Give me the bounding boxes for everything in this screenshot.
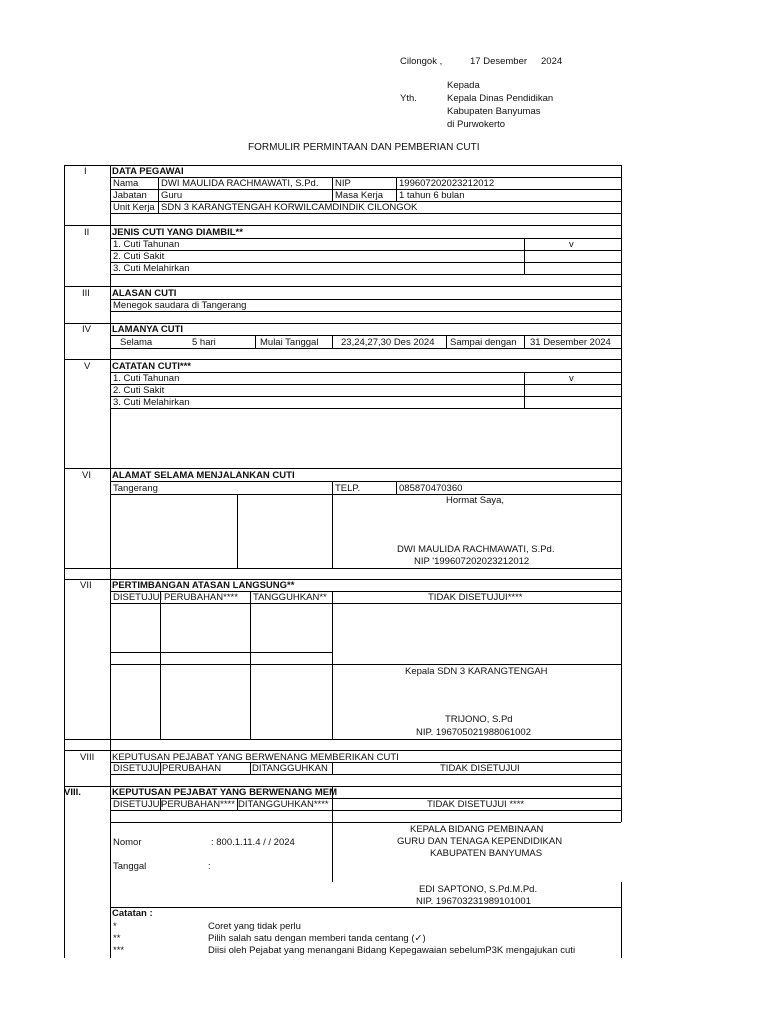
- section-number: I: [84, 166, 87, 177]
- sampai-value: 31 Desember 2024: [530, 337, 611, 348]
- section-title: LAMANYA CUTI: [112, 324, 184, 335]
- table-grid-line: [396, 481, 397, 494]
- table-grid-line: [110, 481, 621, 482]
- table-grid-line: [255, 335, 256, 348]
- form-title: FORMULIR PERMINTAAN DAN PEMBERIAN CUTI: [248, 142, 480, 153]
- column-header: PERUBAHAN****: [161, 799, 235, 810]
- column-header: TIDAK DISETUJUI: [440, 763, 520, 774]
- addressee-line: Kabupaten Banyumas: [447, 106, 541, 117]
- jabatan-value: Guru: [161, 190, 183, 201]
- column-header: PERUBAHAN: [162, 763, 222, 774]
- section-title: ALAMAT SELAMA MENJALANKAN CUTI: [112, 470, 295, 481]
- tanggal-label: Tanggal: [113, 861, 147, 872]
- table-grid-line: [110, 250, 621, 251]
- table-grid-line: [64, 286, 621, 287]
- note-mark: *: [113, 921, 117, 932]
- table-grid-line: [332, 762, 333, 774]
- nip-value: 199607202023212012: [399, 178, 495, 189]
- section-number: IV: [82, 324, 91, 335]
- official-title-line: GURU DAN TENAGA KEPENDIDIKAN: [397, 836, 563, 847]
- leave-note-type: 2. Cuti Sakit: [113, 385, 165, 396]
- table-grid-line: [446, 335, 447, 348]
- supervisor-name: TRIJONO, S.Pd: [445, 714, 513, 725]
- table-grid-line: [64, 568, 621, 569]
- table-grid-line: [332, 591, 333, 739]
- supervisor-title: Kepala SDN 3 KARANGTENGAH: [405, 666, 548, 677]
- tanggal-value: :: [208, 861, 211, 872]
- leave-note-type: 1. Cuti Tahunan: [113, 373, 180, 384]
- table-grid-line: [110, 664, 332, 665]
- check-mark: v: [569, 373, 574, 384]
- column-header: TIDAK DISETUJUI****: [428, 592, 523, 603]
- nip-label: NIP: [335, 178, 351, 189]
- unit-kerja-label: Unit Kerja: [113, 202, 155, 213]
- table-grid-line: [110, 335, 621, 336]
- place: Cilongok ,: [400, 56, 443, 67]
- table-grid-line: [64, 468, 621, 469]
- table-grid-line: [332, 787, 333, 882]
- section-title: PERTIMBANGAN ATASAN LANGSUNG**: [112, 580, 295, 591]
- selama-label: Selama: [120, 337, 153, 348]
- section-number: VII: [80, 580, 92, 591]
- table-grid-line: [524, 335, 525, 348]
- table-grid-line: [110, 213, 621, 214]
- section-title: KEPUTUSAN PEJABAT YANG BERWENANG MEM: [112, 787, 338, 798]
- official-title-line: KABUPATEN BANYUMAS: [430, 848, 543, 859]
- column-header: TANGGUHKAN**: [253, 592, 327, 603]
- section-number: III: [82, 288, 90, 299]
- table-grid-line: [524, 372, 525, 408]
- column-header: DISETUJUI: [113, 799, 163, 810]
- table-grid-line: [110, 907, 621, 908]
- section-number: V: [84, 361, 91, 372]
- section-title: CATATAN CUTI***: [112, 361, 191, 372]
- unit-kerja-value: SDN 3 KARANGTENGAH KORWILCAMDINDIK CILONGOK: [161, 202, 418, 213]
- column-header: DITANGGUHKAN****: [238, 799, 329, 810]
- table-grid-line: [396, 177, 397, 201]
- table-grid-line: [332, 335, 333, 348]
- table-grid-line: [110, 494, 621, 495]
- table-grid-line: [110, 274, 621, 275]
- note-mark: ***: [113, 945, 125, 956]
- column-header: DITANGGUHKAN: [252, 763, 328, 774]
- table-grid-line: [332, 177, 333, 201]
- official-nip: NIP. 196703231989101001: [416, 896, 531, 907]
- table-grid-line: [110, 822, 621, 823]
- reason: Menegok saudara di Tangerang: [113, 300, 247, 311]
- table-grid-line: [110, 372, 621, 373]
- note-text: Diisi oleh Pejabat yang menangani Bidang Kepegawaian sebelumP3K mengajukan cuti: [208, 945, 576, 956]
- table-border: [621, 165, 622, 822]
- leave-type: 1. Cuti Tahunan: [113, 239, 180, 250]
- column-header: DISETUJUI: [113, 592, 163, 603]
- leave-type: 3. Cuti Melahirkan: [113, 263, 190, 274]
- section-title: ALASAN CUTI: [112, 288, 177, 299]
- column-header: TIDAK DISETUJUI ****: [427, 799, 525, 810]
- notes-title: Catatan :: [112, 908, 153, 919]
- addressee-line: di Purwokerto: [447, 119, 506, 130]
- section-number: VI: [82, 470, 91, 481]
- jabatan-label: Jabatan: [113, 190, 147, 201]
- section-number: VIII: [80, 752, 95, 763]
- section-title: DATA PEGAWAI: [112, 166, 184, 177]
- supervisor-nip: NIP. 196705021988061002: [416, 727, 531, 738]
- table-grid-line: [250, 762, 251, 774]
- table-grid-line: [110, 774, 621, 775]
- note-text: Pilih salah satu dengan memberi tanda centang (✓): [208, 933, 426, 944]
- table-grid-line: [110, 408, 621, 409]
- column-header: PERUBAHAN****: [164, 592, 238, 603]
- table-grid-line: [64, 739, 621, 740]
- table-grid-line: [332, 481, 333, 568]
- closing-greeting: Hormat Saya,: [446, 495, 505, 506]
- check-mark: v: [569, 239, 574, 250]
- section-number: VIII.: [64, 787, 81, 798]
- mulai-value: 23,24,27,30 Des 2024: [341, 337, 435, 348]
- yth: Yth.: [400, 93, 417, 104]
- table-grid-line: [110, 652, 332, 653]
- table-grid-line: [110, 810, 621, 811]
- column-header: DISETUJUI: [113, 763, 163, 774]
- note-mark: **: [113, 933, 121, 944]
- addressee-line: Kepala Dinas Pendidikan: [447, 93, 554, 104]
- table-grid-line: [110, 384, 621, 385]
- table-grid-line: [110, 311, 621, 312]
- employee-signer-nip: NIP '199607202023212012: [414, 556, 530, 567]
- table-grid-line: [110, 348, 621, 349]
- address-value: Tangerang: [113, 483, 158, 494]
- nomor-value: : 800.1.11.4 / / 2024: [211, 837, 295, 848]
- table-grid-line: [64, 359, 621, 360]
- day-month: 17 Desember: [470, 56, 528, 67]
- section-title: KEPUTUSAN PEJABAT YANG BERWENANG MEMBERIKAN CUTI: [112, 752, 399, 763]
- kepada: Kepada: [447, 80, 480, 91]
- table-grid-line: [64, 225, 621, 226]
- table-grid-line: [110, 238, 621, 239]
- table-grid-line: [64, 750, 621, 751]
- telp-value: 085870470360: [399, 483, 463, 494]
- leave-type: 2. Cuti Sakit: [113, 251, 165, 262]
- section-title: JENIS CUTI YANG DIAMBIL**: [112, 227, 243, 238]
- year: 2024: [541, 56, 563, 67]
- masa-kerja-label: Masa Kerja: [335, 190, 384, 201]
- leave-note-type: 3. Cuti Melahirkan: [113, 397, 190, 408]
- sampai-label: Sampai dengan: [450, 337, 517, 348]
- table-grid-line: [237, 494, 238, 568]
- table-grid-line: [524, 238, 525, 274]
- employee-signer-name: DWI MAULIDA RACHMAWATI, S.Pd.: [397, 544, 555, 555]
- table-grid-line: [110, 603, 621, 604]
- mulai-label: Mulai Tanggal: [260, 337, 319, 348]
- official-title-line: KEPALA BIDANG PEMBINAAN: [410, 824, 544, 835]
- table-border: [110, 165, 111, 958]
- nama-label: Nama: [113, 178, 139, 189]
- telp-label: TELP.: [335, 483, 361, 494]
- table-grid-line: [158, 177, 159, 213]
- table-grid-line: [332, 664, 621, 665]
- note-text: Coret yang tidak perlu: [208, 921, 301, 932]
- official-name: EDI SAPTONO, S.Pd.M.Pd.: [419, 884, 538, 895]
- table-border: [621, 882, 622, 958]
- nama-value: DWI MAULIDA RACHMAWATI, S.Pd.: [161, 178, 319, 189]
- table-border: [64, 165, 65, 958]
- section-number: II: [84, 227, 90, 238]
- nomor-label: Nomor: [113, 837, 142, 848]
- table-grid-line: [160, 591, 161, 739]
- table-grid-line: [250, 591, 251, 739]
- masa-kerja-value: 1 tahun 6 bulan: [399, 190, 465, 201]
- selama-value: 5 hari: [192, 337, 216, 348]
